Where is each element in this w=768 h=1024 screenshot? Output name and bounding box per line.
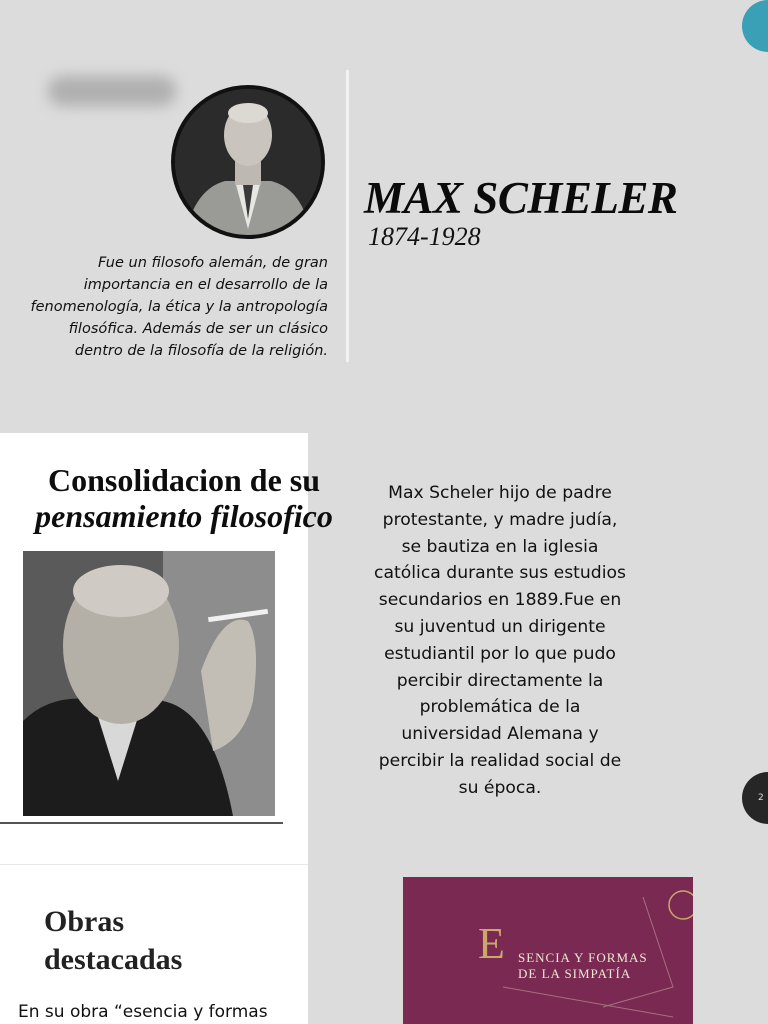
book-title-initial: E bbox=[478, 919, 505, 968]
scheler-smoking-photo bbox=[23, 551, 275, 816]
vertical-divider bbox=[346, 70, 349, 362]
section-body: Max Scheler hijo de padre protestante, y madre judía, se bautiza en la iglesia católica durante sus estudios secundarios en 1889.Fue en su juventud un dirigente estudiantil por lo que pudo percibir directamente la problemática de la universidad Alemana y percibir la realidad social de su época. bbox=[374, 483, 626, 798]
section-heading bbox=[14, 462, 354, 534]
life-dates: 1874-1928 bbox=[368, 222, 481, 251]
page-number-badge: 2 bbox=[742, 772, 768, 824]
book-title bbox=[518, 950, 648, 982]
divider bbox=[0, 822, 283, 824]
section-heading-line1: Consolidacion de su bbox=[47, 462, 321, 498]
works-text: En su obra “esencia y formas bbox=[18, 1002, 268, 1022]
portrait-photo bbox=[171, 85, 325, 239]
bio-text: Fue un filosofo alemán, de gran importancia en el desarrollo de la fenomenología, la ética y la antropología filosófica. Además de ser un clásico dentro de la filosofía de la religión. bbox=[30, 255, 328, 359]
decorative-circle bbox=[742, 0, 768, 52]
book-title-line2: DE LA SIMPATÍA bbox=[518, 966, 632, 981]
works-heading-line1: Obras bbox=[44, 905, 125, 938]
section-heading-line2: pensamiento filosofico bbox=[35, 498, 333, 534]
book-title-line1: SENCIA Y FORMAS bbox=[518, 950, 648, 965]
works-heading bbox=[44, 903, 182, 979]
blurred-logo bbox=[48, 76, 176, 106]
works-heading-line2: destacadas bbox=[44, 943, 183, 976]
page-title: MAX SCHELER bbox=[364, 173, 678, 223]
divider bbox=[0, 864, 308, 865]
